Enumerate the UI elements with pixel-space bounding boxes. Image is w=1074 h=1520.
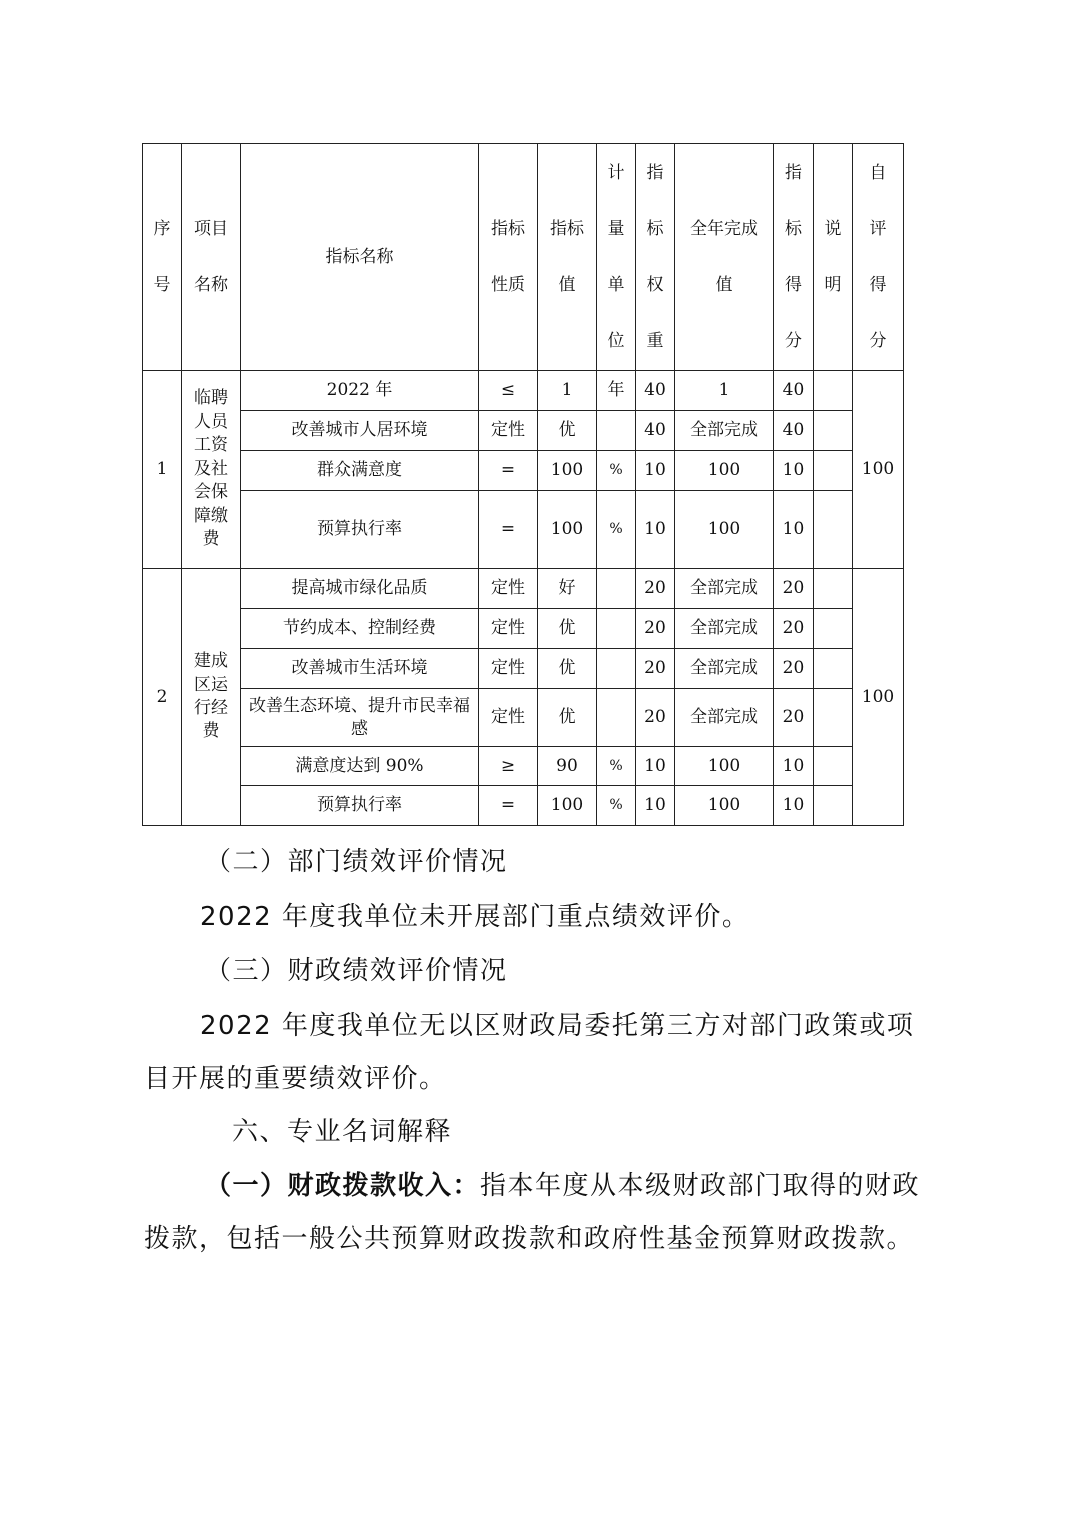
table-row (143, 491, 904, 569)
annual-value-cell: 100 (675, 786, 774, 826)
annual-value-cell: 100 (675, 451, 774, 491)
table-row (143, 609, 904, 649)
nature-cell: ≤ (479, 371, 538, 411)
indicator-name-cell: 改善城市生活环境 (241, 649, 479, 689)
value-cell: 100 (538, 786, 597, 826)
weight-cell: 40 (636, 411, 675, 451)
score-cell: 40 (774, 371, 814, 411)
table-row (143, 371, 904, 411)
unit-cell (597, 649, 636, 689)
weight-cell: 20 (636, 609, 675, 649)
annual-value-cell: 100 (675, 491, 774, 569)
nature-cell: 定性 (479, 411, 538, 451)
nature-cell: = (479, 491, 538, 569)
header-unit: 计量单位 (597, 144, 636, 371)
unit-cell (597, 569, 636, 609)
indicator-name-cell: 2022 年 (241, 371, 479, 411)
unit-cell (597, 689, 636, 747)
value-cell: 优 (538, 689, 597, 747)
weight-cell: 10 (636, 451, 675, 491)
paragraph-dept-eval: 2022 年度我单位未开展部门重点绩效评价。 (200, 902, 750, 932)
project-cell: 建成区运行经费 (182, 569, 241, 826)
annual-value-cell: 全部完成 (675, 569, 774, 609)
indicator-name-cell: 预算执行率 (241, 491, 479, 569)
indicator-name-cell: 提高城市绿化品质 (241, 569, 479, 609)
indicator-name-cell: 改善城市人居环境 (241, 411, 479, 451)
indicator-name-cell: 满意度达到 90% (241, 747, 479, 786)
annual-value-cell: 全部完成 (675, 609, 774, 649)
weight-cell: 10 (636, 747, 675, 786)
score-cell: 20 (774, 569, 814, 609)
header-score: 指标得分 (774, 144, 814, 371)
header-annual-value: 全年完成值 (675, 144, 774, 371)
value-cell: 100 (538, 451, 597, 491)
score-cell: 40 (774, 411, 814, 451)
note-cell (814, 491, 853, 569)
unit-cell: % (597, 786, 636, 826)
note-cell (814, 786, 853, 826)
value-cell: 优 (538, 609, 597, 649)
note-cell (814, 747, 853, 786)
unit-cell (597, 609, 636, 649)
nature-cell: = (479, 451, 538, 491)
paragraph-fin-eval-line1: 2022 年度我单位无以区财政局委托第三方对部门政策或项 (200, 1011, 915, 1041)
unit-cell: % (597, 747, 636, 786)
section-heading-fin-eval: （三）财政绩效评价情况 (205, 956, 508, 986)
note-cell (814, 609, 853, 649)
header-project: 项目名称 (182, 144, 241, 371)
term-definition-line2: 拨款，包括一般公共预算财政拨款和政府性基金预算财政拨款。 (144, 1224, 915, 1254)
note-cell (814, 569, 853, 609)
self-score-cell: 100 (853, 569, 904, 826)
indicator-name-cell: 预算执行率 (241, 786, 479, 826)
weight-cell: 10 (636, 786, 675, 826)
value-cell: 优 (538, 411, 597, 451)
annual-value-cell: 1 (675, 371, 774, 411)
term-definition-line1 (205, 1165, 920, 1202)
value-cell: 优 (538, 649, 597, 689)
score-cell: 20 (774, 649, 814, 689)
weight-cell: 40 (636, 371, 675, 411)
nature-cell: 定性 (479, 689, 538, 747)
value-cell: 90 (538, 747, 597, 786)
header-weight: 指标权重 (636, 144, 675, 371)
header-indicator-name: 指标名称 (241, 144, 479, 371)
weight-cell: 20 (636, 649, 675, 689)
note-cell (814, 451, 853, 491)
seq-cell: 2 (143, 569, 182, 826)
section-heading-dept-eval: （二）部门绩效评价情况 (205, 847, 508, 877)
annual-value-cell: 全部完成 (675, 411, 774, 451)
table-row (143, 747, 904, 786)
header-seq: 序号 (143, 144, 182, 371)
header-nature: 指标性质 (479, 144, 538, 371)
nature-cell: = (479, 786, 538, 826)
annual-value-cell: 100 (675, 747, 774, 786)
score-cell: 10 (774, 747, 814, 786)
value-cell: 100 (538, 491, 597, 569)
nature-cell: 定性 (479, 569, 538, 609)
unit-cell: % (597, 451, 636, 491)
nature-cell: 定性 (479, 609, 538, 649)
term-label: （一）财政拨款收入： (205, 1171, 481, 1201)
seq-cell: 1 (143, 371, 182, 569)
table-row (143, 786, 904, 826)
score-cell: 20 (774, 609, 814, 649)
header-self-score: 自评得分 (853, 144, 904, 371)
note-cell (814, 689, 853, 747)
note-cell (814, 371, 853, 411)
term-text: 指本年度从本级财政部门取得的财政 (480, 1171, 921, 1201)
note-cell (814, 649, 853, 689)
self-score-cell: 100 (853, 371, 904, 569)
weight-cell: 10 (636, 491, 675, 569)
indicator-name-cell: 改善生态环境、提升市民幸福感 (241, 689, 479, 747)
table-row (143, 411, 904, 451)
unit-cell (597, 411, 636, 451)
indicator-name-cell: 群众满意度 (241, 451, 479, 491)
table-header-row (143, 144, 904, 371)
unit-cell: 年 (597, 371, 636, 411)
nature-cell: ≥ (479, 747, 538, 786)
weight-cell: 20 (636, 569, 675, 609)
indicator-name-cell: 节约成本、控制经费 (241, 609, 479, 649)
table-row (143, 451, 904, 491)
annual-value-cell: 全部完成 (675, 649, 774, 689)
table-row (143, 649, 904, 689)
project-cell: 临聘人员工资及社会保障缴费 (182, 371, 241, 569)
value-cell: 1 (538, 371, 597, 411)
paragraph-fin-eval-line2: 目开展的重要绩效评价。 (144, 1064, 447, 1094)
header-note: 说明 (814, 144, 853, 371)
unit-cell: % (597, 491, 636, 569)
score-cell: 20 (774, 689, 814, 747)
annual-value-cell: 全部完成 (675, 689, 774, 747)
weight-cell: 20 (636, 689, 675, 747)
nature-cell: 定性 (479, 649, 538, 689)
note-cell (814, 411, 853, 451)
performance-table (142, 143, 904, 826)
score-cell: 10 (774, 451, 814, 491)
score-cell: 10 (774, 491, 814, 569)
section-heading-terms: 六、专业名词解释 (232, 1117, 453, 1147)
table-row (143, 689, 904, 747)
score-cell: 10 (774, 786, 814, 826)
value-cell: 好 (538, 569, 597, 609)
table-row (143, 569, 904, 609)
header-value: 指标值 (538, 144, 597, 371)
